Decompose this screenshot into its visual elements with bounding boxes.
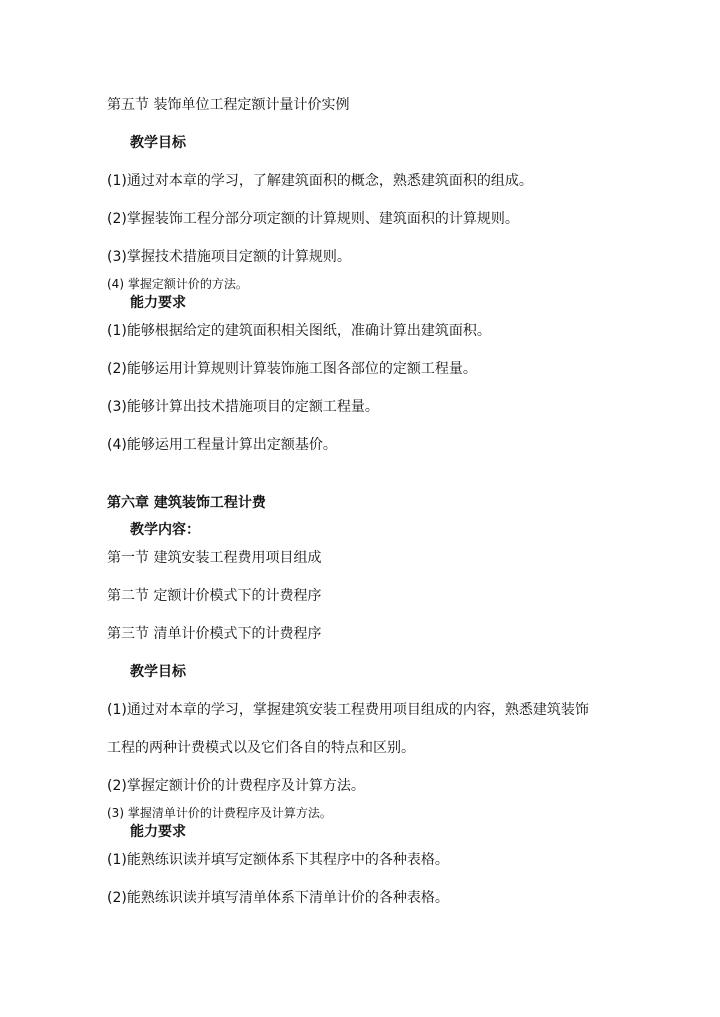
chapter6-content-title: 教学内容： (130, 522, 200, 538)
section5-goal-2: (2)掌握装饰工程分部分项定额的计算规则、建筑面积的计算规则。 (107, 211, 519, 227)
section5-goal-4: (4) 掌握定额计价的方法。 (107, 277, 248, 291)
chapter6-goal-1-cont: 工程的两种计费模式以及它们各自的特点和区别。 (107, 740, 415, 756)
chapter6-goal-2: (2)掌握定额计价的计费程序及计算方法。 (107, 778, 365, 794)
chapter6-section-2: 第二节 定额计价模式下的计费程序 (107, 588, 322, 604)
section5-goals-title: 教学目标 (130, 135, 186, 151)
chapter6-ability-2: (2)能熟练识读并填写清单体系下清单计价的各种表格。 (107, 890, 449, 906)
chapter6-section-1: 第一节 建筑安装工程费用项目组成 (107, 550, 322, 566)
section5-heading: 第五节 装饰单位工程定额计量计价实例 (107, 97, 350, 113)
section5-goal-3: (3)掌握技术措施项目定额的计算规则。 (107, 249, 351, 265)
chapter6-goals-title: 教学目标 (130, 664, 186, 680)
section5-ability-2: (2)能够运用计算规则计算装饰施工图各部位的定额工程量。 (107, 361, 477, 377)
chapter6-ability-title: 能力要求 (130, 824, 186, 840)
chapter6-section-3: 第三节 清单计价模式下的计费程序 (107, 626, 322, 642)
section5-goal-1: (1)通过对本章的学习，了解建筑面积的概念，熟悉建筑面积的组成。 (107, 173, 533, 189)
chapter6-ability-1: (1)能熟练识读并填写定额体系下其程序中的各种表格。 (107, 852, 449, 868)
chapter6-goal-1: (1)通过对本章的学习，掌握建筑安装工程费用项目组成的内容，熟悉建筑装饰 (107, 702, 589, 718)
chapter6-goal-3: (3) 掌握清单计价的计费程序及计算方法。 (107, 806, 332, 820)
chapter6-heading: 第六章 建筑装饰工程计费 (107, 495, 266, 511)
section5-ability-1: (1)能够根据给定的建筑面积相关图纸，准确计算出建筑面积。 (107, 323, 491, 339)
section5-ability-3: (3)能够计算出技术措施项目的定额工程量。 (107, 399, 379, 415)
section5-ability-title: 能力要求 (130, 295, 186, 311)
section5-ability-4: (4)能够运用工程量计算出定额基价。 (107, 437, 337, 453)
